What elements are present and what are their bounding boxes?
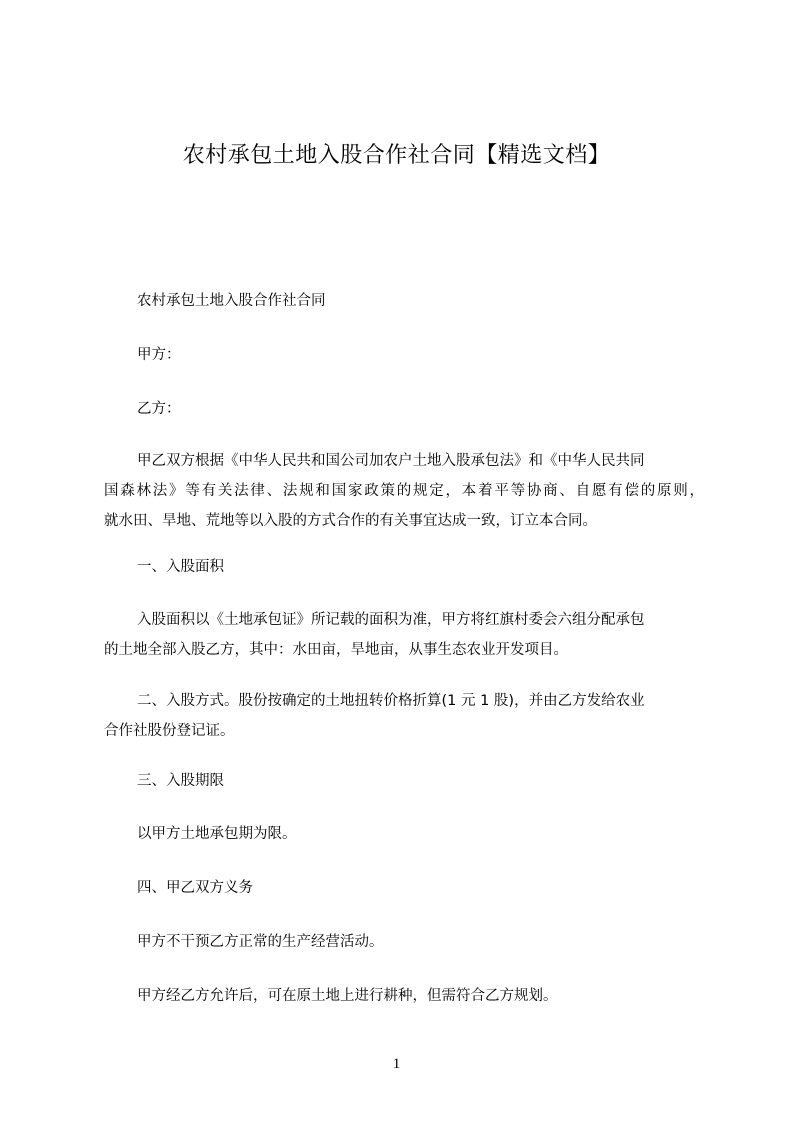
section-2-line-2: 合作社股份登记证。	[104, 723, 235, 739]
intro-line-1: 甲乙双方根据《中华人民共和国公司加农户土地入股承包法》和《中华人民共同	[137, 453, 645, 469]
section-4-heading-text: 四、甲乙双方义务	[137, 880, 253, 896]
section-4-item-1-text: 甲方不干预乙方正常的生产经营活动。	[137, 934, 384, 950]
contract-subtitle	[104, 286, 704, 316]
section-3-body	[104, 819, 704, 849]
section-1-heading-text: 一、入股面积	[137, 559, 224, 575]
contract-subtitle-text: 农村承包土地入股合作社合同	[137, 293, 326, 309]
section-1-body-line-1: 入股面积以《土地承包证》所记载的面积为准，甲方将红旗村委会六组分配承包	[137, 612, 645, 628]
intro-line-2: 国森林法》等有关法律、法规和国家政策的规定，本着平等协商、自愿有偿的原则，	[104, 483, 704, 499]
section-1-heading	[104, 552, 704, 582]
section-2-line-1: 二、入股方式。股份按确定的土地扭转价格折算(1 元 1 股)，并由乙方发给农业	[137, 693, 645, 709]
section-1-body	[104, 605, 704, 665]
section-2-paragraph	[104, 686, 704, 746]
party-b-line	[104, 394, 704, 424]
section-3-heading	[104, 766, 704, 796]
party-a-label: 甲方：	[137, 347, 181, 363]
page-number: 1	[392, 1056, 401, 1072]
intro-line-3: 就水田、旱地、荒地等以入股的方式合作的有关事宜达成一致，订立本合同。	[104, 513, 597, 529]
section-3-body-text: 以甲方土地承包期为限。	[137, 826, 297, 842]
party-b-label: 乙方：	[137, 401, 181, 417]
section-1-body-line-2: 的土地全部入股乙方，其中：水田亩，旱地亩，从事生态农业开发项目。	[104, 642, 568, 658]
section-4-item-1	[104, 927, 704, 957]
section-4-item-2-text: 甲方经乙方允许后，可在原土地上进行耕种，但需符合乙方规划。	[137, 988, 558, 1004]
party-a-line	[104, 340, 704, 370]
section-3-heading-text: 三、入股期限	[137, 773, 224, 789]
document-title: 农村承包土地入股合作社合同【精选文档】	[182, 143, 611, 168]
intro-paragraph	[104, 446, 704, 536]
section-4-item-2	[104, 981, 704, 1011]
section-4-heading	[104, 873, 704, 903]
